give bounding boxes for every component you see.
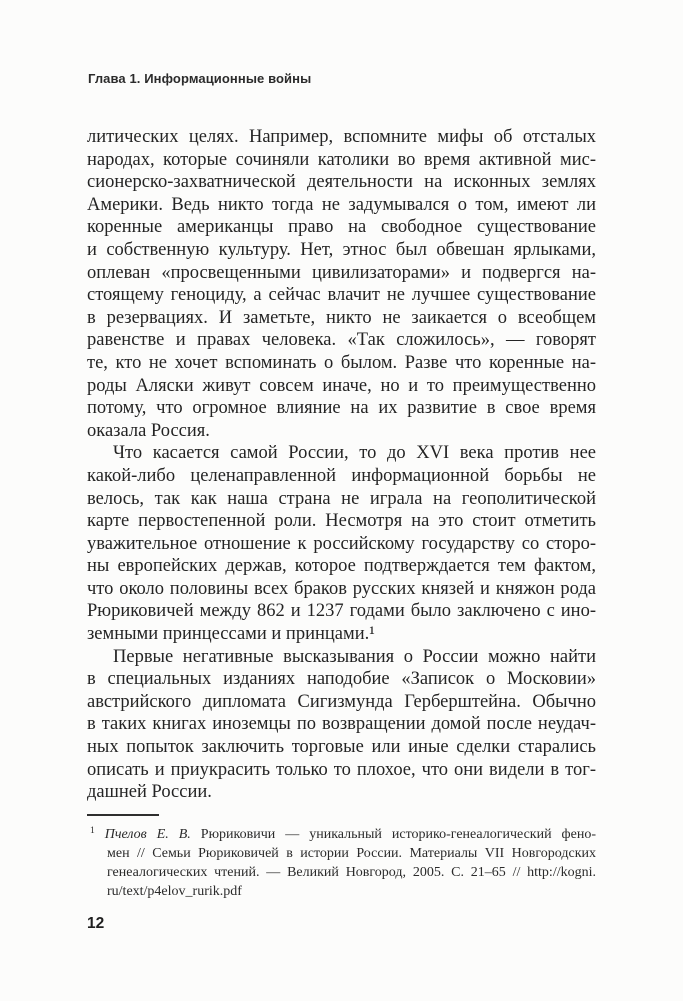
text-line: Что касается самой России, то до XVI века против нее: [113, 443, 596, 464]
text-line: в специальных изданиях наподобие «Записок о Московии»: [87, 669, 596, 690]
text-line: и собственную культуру. Нет, этнос был обвешан ярлыками,: [87, 239, 596, 260]
text-line: австрийского дипломата Сигизмунда Герберштейна. Обычно: [87, 691, 596, 712]
footnote-line: генеалогических чтений. — Великий Новгород, 2005. С. 21–65 // http://kogni.: [107, 865, 596, 880]
chapter-running-head: Глава 1. Информационные войны: [88, 71, 312, 86]
footnote-first-line-text: Рюриковичи — уникальный историко-генеалогический фено-: [200, 827, 596, 842]
text-line: описать и приукрасить только то плохое, что они видели в тог-: [87, 759, 596, 780]
text-line: равенстве и правах человека. «Так сложилось», — говорят: [87, 330, 596, 351]
text-line: оказала Россия.: [87, 420, 210, 441]
text-line: Америки. Ведь никто тогда не задумывался о том, имеют ли: [87, 194, 596, 215]
text-line: литических целях. Например, вспомните мифы об отсталых: [87, 127, 596, 147]
text-line: стоящему геноциду, а сейчас влачит не лучшее существование: [87, 285, 596, 306]
text-line: карте первостепенной роли. Несмотря на это стоит отметить: [87, 511, 596, 532]
text-line: дашней России.: [87, 782, 212, 803]
text-line: какой-либо целенаправленной информационной борьбы не: [87, 465, 596, 486]
text-line: народах, которые сочиняли католики во время активной мис-: [87, 149, 596, 170]
text-line: ных попыток заключить торговые или иные сделки старались: [87, 737, 596, 758]
text-line: Рюриковичей между 862 и 1237 годами было заключено с ино-: [87, 601, 596, 622]
footnote-first-line: [90, 825, 596, 844]
text-line: оплеван «просвещенными цивилизаторами» и подвергся на-: [87, 262, 596, 283]
page-number: 12: [87, 915, 105, 932]
footnote-lines: [107, 844, 596, 901]
footnote-text: [87, 825, 596, 901]
text-line: ны европейских держав, которое подтверждается тем фактом,: [87, 556, 596, 577]
paragraph: [87, 442, 596, 645]
text-line: земными принцессами и принцами.¹: [87, 624, 375, 645]
body-text: [87, 126, 596, 804]
text-line: Первые негативные высказывания о России можно найти: [113, 646, 596, 667]
footnote: [87, 814, 596, 901]
text-line: сионерско-захватнической деятельности на исконных землях: [87, 172, 596, 193]
text-line: те, кто не хочет вспоминать о былом. Разве что коренные на-: [87, 352, 596, 373]
text-line: роды Аляски живут совсем иначе, но и то преимущественно: [87, 375, 596, 396]
footnote-divider: [87, 814, 159, 816]
text-line: коренные американцы право на свободное существование: [87, 217, 596, 238]
footnote-line: мен // Семьи Рюриковичей в истории России. Материалы VII Новгородских: [107, 846, 596, 861]
paragraph: [87, 126, 596, 442]
text-line: уважительное отношение к российскому государству со сторо-: [87, 533, 596, 554]
text-line: что около половины всех браков русских князей и княжон рода: [87, 578, 596, 599]
footnote-marker: 1: [90, 826, 95, 836]
footnote-line: ru/text/p4elov_rurik.pdf: [107, 884, 242, 899]
text-line: потому, что огромное влияние на их развитие в свое время: [87, 398, 596, 419]
paragraph: [87, 646, 596, 804]
text-line: в таких книгах иноземцы по возвращении домой после неудач-: [87, 714, 596, 735]
text-line: в резервациях. И заметьте, никто не заикается о всеобщем: [87, 307, 596, 328]
text-line: велось, так как наша страна не играла на геополитической: [87, 488, 596, 509]
footnote-author: Пчелов Е. В.: [104, 827, 191, 842]
